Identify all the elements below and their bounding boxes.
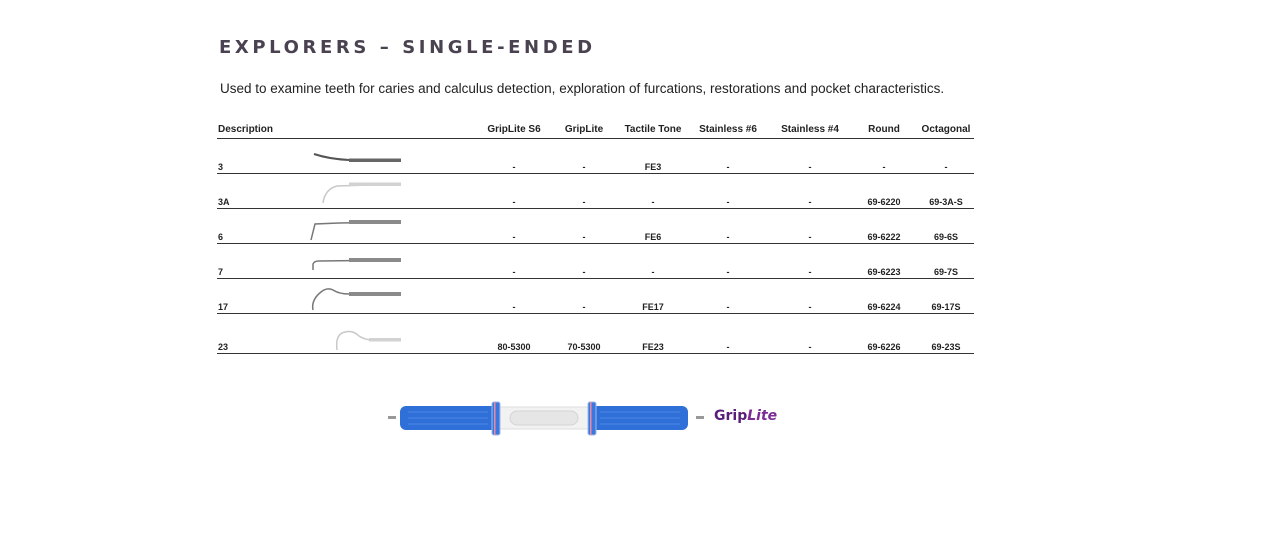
cell-round: 69-6226 <box>867 342 901 352</box>
cell-round: 69-6222 <box>867 232 901 242</box>
explorer-6-image <box>309 210 405 242</box>
cell-octagonal: 69-3A-S <box>929 197 963 207</box>
cell-griplite: - <box>582 267 586 277</box>
row-description: 6 <box>218 232 224 242</box>
cell-stainless-6: - <box>726 162 730 172</box>
product-table <box>217 123 974 354</box>
cell-griplite-s6: - <box>512 162 516 172</box>
cell-round: 69-6224 <box>867 302 901 312</box>
cell-stainless-4: - <box>808 267 812 277</box>
cell-griplite: - <box>582 302 586 312</box>
cell-octagonal: 69-17S <box>931 302 961 312</box>
logo-lite: Lite <box>747 408 778 424</box>
cell-stainless-6: - <box>726 197 730 207</box>
cell-stainless-6: - <box>726 267 730 277</box>
cell-stainless-4: - <box>808 162 812 172</box>
header-griplite-s6: GripLite S6 <box>487 124 541 135</box>
row-description: 7 <box>218 267 224 277</box>
cell-stainless-4: - <box>808 197 812 207</box>
header-description: Description <box>218 124 274 135</box>
row-description: 3A <box>218 197 230 207</box>
cell-round: 69-6223 <box>867 267 901 277</box>
explorer-17-image <box>309 280 405 312</box>
griplite-logo <box>714 408 777 424</box>
cell-stainless-4: - <box>808 302 812 312</box>
cell-round: 69-6220 <box>867 197 901 207</box>
page-description: Used to examine teeth for caries and calculus detection, exploration of furcations, restorations and pocket characteristics. <box>220 81 945 96</box>
cell-griplite: - <box>582 162 586 172</box>
cell-octagonal: 69-23S <box>931 342 961 352</box>
cell-tactile-tone: FE6 <box>644 232 662 242</box>
table-row <box>217 174 974 209</box>
explorer-3a-image <box>309 175 405 207</box>
cell-griplite-s6: - <box>512 302 516 312</box>
cell-griplite-s6: - <box>512 267 516 277</box>
header-stainless-6: Stainless #6 <box>699 124 757 135</box>
cell-tactile-tone: FE3 <box>644 162 662 172</box>
cell-tactile-tone: FE23 <box>642 342 664 352</box>
cell-stainless-6: - <box>726 342 730 352</box>
cell-griplite-s6: - <box>512 197 516 207</box>
cell-octagonal: 69-6S <box>933 232 959 242</box>
cell-tactile-tone: - <box>651 197 655 207</box>
table-row <box>217 209 974 244</box>
row-description: 3 <box>218 162 224 172</box>
header-octagonal: Octagonal <box>921 124 971 135</box>
cell-tactile-tone: - <box>651 267 655 277</box>
table-row <box>217 314 974 354</box>
row-description: 17 <box>218 302 229 312</box>
cell-octagonal: 69-7S <box>933 267 959 277</box>
table-row <box>217 244 974 279</box>
explorer-7-image <box>309 245 405 277</box>
cell-stainless-6: - <box>726 302 730 312</box>
page-title: EXPLORERS – SINGLE-ENDED <box>219 37 596 58</box>
cell-stainless-4: - <box>808 232 812 242</box>
table-header <box>217 123 974 139</box>
explorer-23-image <box>309 320 405 352</box>
cell-griplite-s6: - <box>512 232 516 242</box>
row-description: 23 <box>218 342 229 352</box>
table-row <box>217 279 974 314</box>
cell-stainless-4: - <box>808 342 812 352</box>
table-row <box>217 139 974 174</box>
cell-griplite: - <box>582 197 586 207</box>
header-stainless-4: Stainless #4 <box>781 124 839 135</box>
header-griplite: GripLite <box>564 124 604 135</box>
cell-round: - <box>882 162 886 172</box>
cell-octagonal: - <box>944 162 948 172</box>
logo-grip: Grip <box>714 408 748 424</box>
cell-stainless-6: - <box>726 232 730 242</box>
cell-griplite: - <box>582 232 586 242</box>
header-round: Round <box>868 124 900 135</box>
explorer-3-image <box>309 140 405 172</box>
cell-tactile-tone: FE17 <box>642 302 664 312</box>
cell-griplite: 70-5300 <box>567 342 601 352</box>
cell-griplite-s6: 80-5300 <box>497 342 531 352</box>
header-tactile-tone: Tactile Tone <box>624 124 682 135</box>
